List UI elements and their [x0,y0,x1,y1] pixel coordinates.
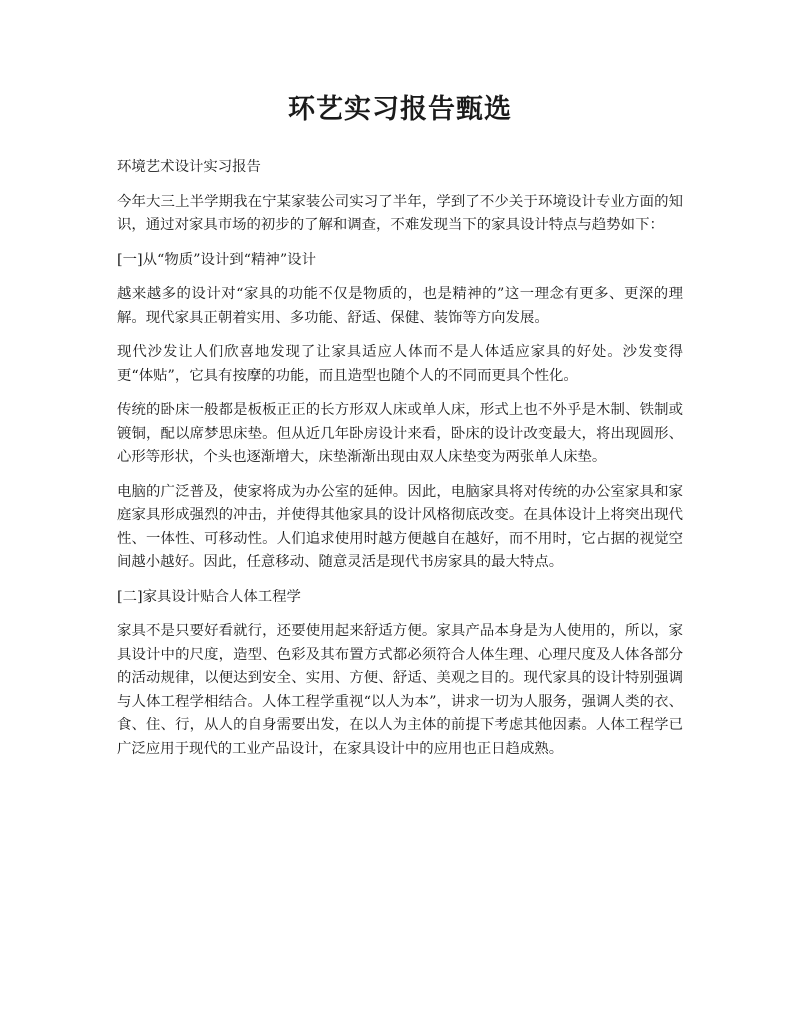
document-subtitle: 环境艺术设计实习报告 [117,159,261,175]
body-paragraph: 电脑的广泛普及，使家将成为办公室的延伸。因此，电脑家具将对传统的办公室家具和家庭家具形成强烈的冲击，并使得其他家具的设计风格彻底改变。在具体设计上将突出现代性、一体性、可移动性。人们追求使用时越方便越自在越好，而不用时，它占据的视觉空间越小越好。因此，任意移动、随意灵活是现代书房家具的最大特点。 [117,483,683,570]
section-heading-1: [一]从“物质”设计到“精神”设计 [117,251,316,268]
body-paragraph: 传统的卧床一般都是板板正正的长方形双人床或单人床，形式上也不外乎是木制、铁制或镀铜，配以席梦思床垫。但从近几年卧房设计来看，卧床的设计改变最大，将出现圆形、心形等形状，个头也逐渐增大，床垫渐渐出现由双人床垫变为两张单人床垫。 [117,402,683,465]
section-heading-2: [二]家具设计贴合人体工程学 [117,588,301,605]
body-paragraph: 现代沙发让人们欣喜地发现了让家具适应人体而不是人体适应家具的好处。沙发变得更“体贴”，它具有按摩的功能，而且造型也随个人的不同而更具个性化。 [117,344,683,384]
document-page [117,88,683,772]
document-title: 环艺实习报告甄选 [288,94,512,125]
intro-paragraph: 今年大三上半学期我在宁某家装公司实习了半年，学到了不少关于环境设计专业方面的知识，通过对家具市场的初步的了解和调查，不难发现当下的家具设计特点与趋势如下： [117,193,683,233]
body-paragraph: 家具不是只要好看就行，还要使用起来舒适方便。家具产品本身是为人使用的，所以，家具设计中的尺度，造型、色彩及其布置方式都必须符合人体生理、心理尺度及人体各部分的活动规律，以便达到安全、实用、方便、舒适、美观之目的。现代家具的设计特别强调与人体工程学相结合。人体工程学重视“以人为本”，讲求一切为人服务，强调人类的衣、食、住、行，从人的自身需要出发，在以人为主体的前提下考虑其他因素。人体工程学已广泛应用于现代的工业产品设计，在家具设计中的应用也正日趋成熟。 [117,623,683,757]
body-paragraph: 越来越多的设计对“家具的功能不仅是物质的，也是精神的”这一理念有更多、更深的理解。现代家具正朝着实用、多功能、舒适、保健、装饰等方向发展。 [117,286,683,326]
